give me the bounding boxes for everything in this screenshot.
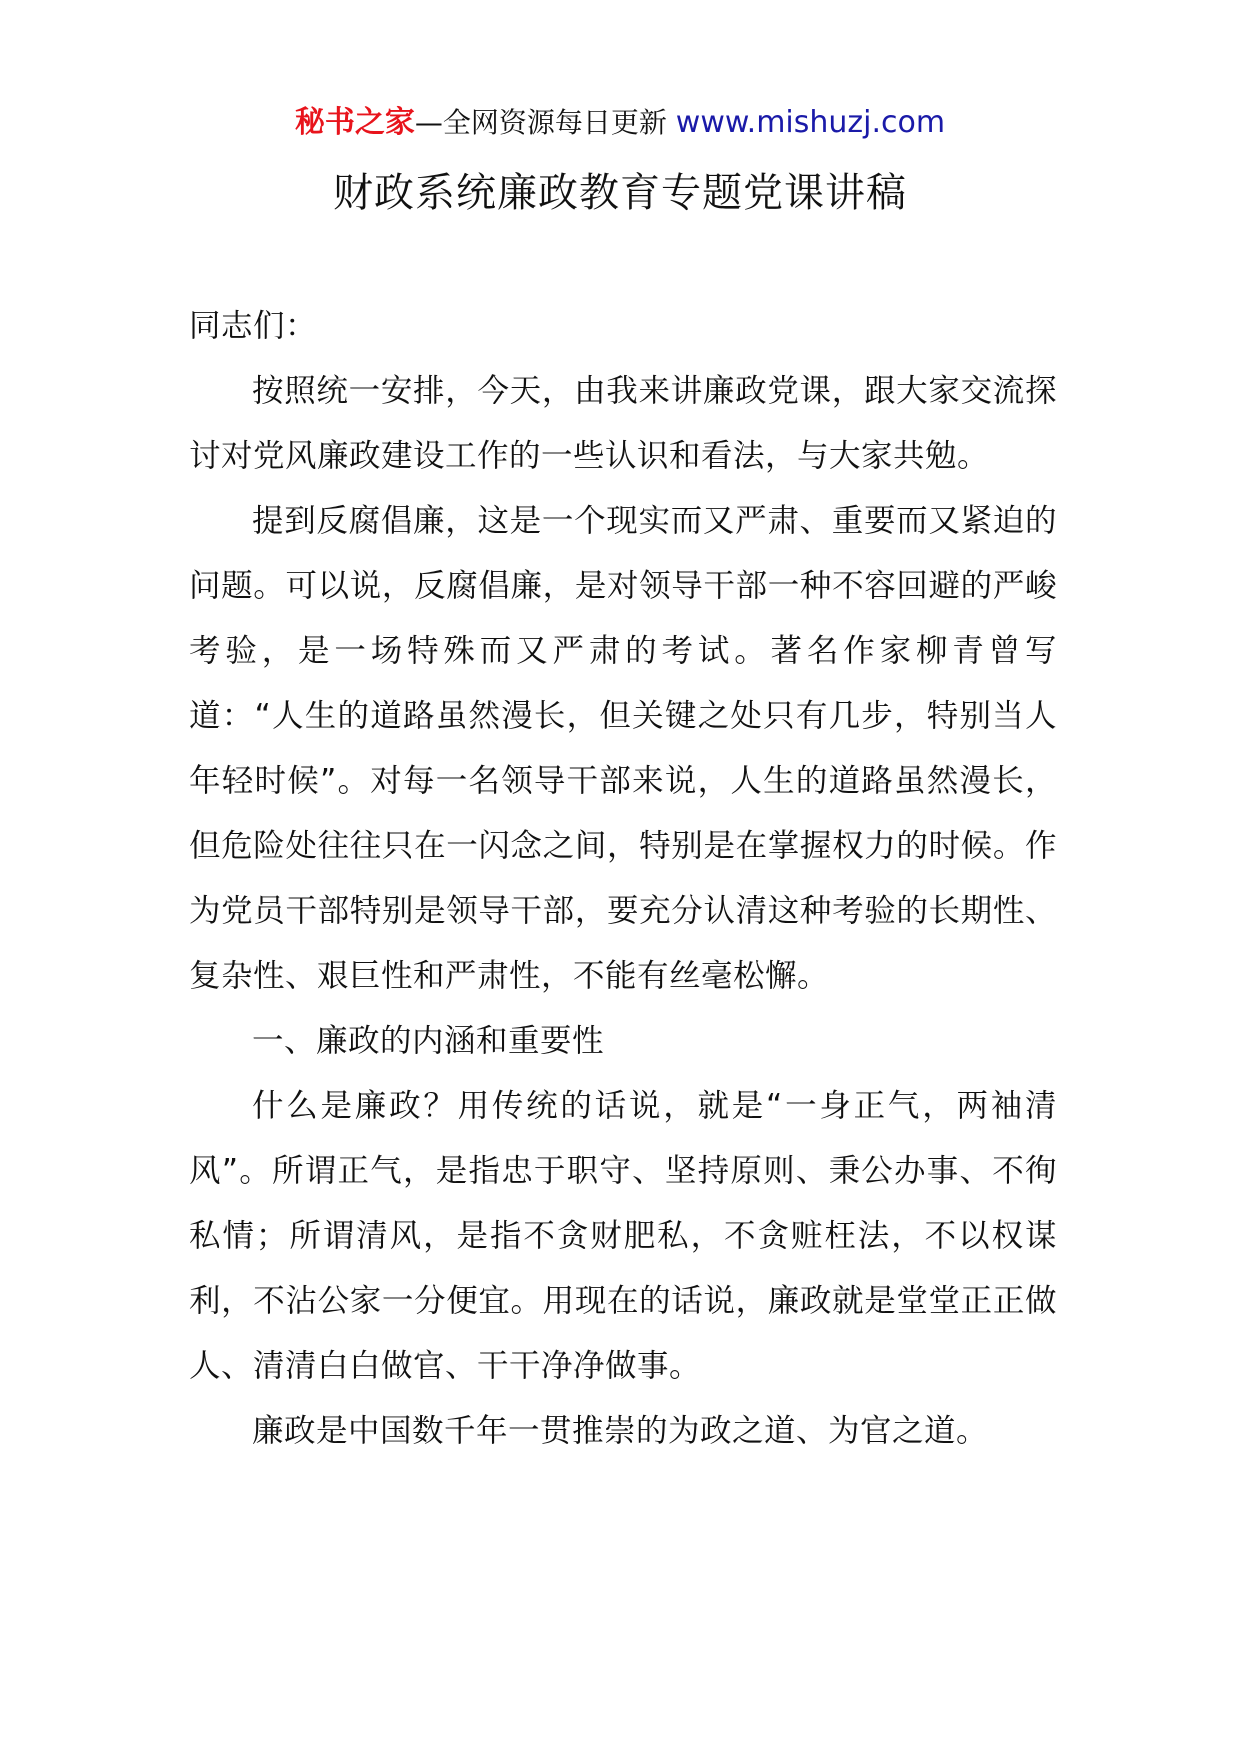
paragraph: 提到反腐倡廉，这是一个现实而又严肃、重要而又紧迫的问题。可以说，反腐倡廉，是对领导干部一种不容回避的严峻考验，是一场特殊而又严肃的考试。著名作家柳青曾写道：“人生的道路虽然漫长，但关键之处只有几步，特别当人年轻时候”。对每一名领导干部来说，人生的道路虽然漫长，但危险处往往只在一闪念之间，特别是在掌握权力的时候。作为党员干部特别是领导干部，要充分认清这种考验的长期性、复杂性、艰巨性和严肃性，不能有丝毫松懈。: [189, 503, 1057, 994]
site-banner: [0, 103, 1240, 143]
salutation: 同志们：: [189, 308, 318, 344]
section-heading: 一、廉政的内涵和重要性: [252, 1023, 605, 1059]
document-body: [189, 294, 1057, 1464]
paragraph: 什么是廉政？用传统的话说，就是“一身正气，两袖清风”。所谓正气，是指忠于职守、坚持原则、秉公办事、不徇私情；所谓清风，是指不贪财肥私，不贪赃枉法，不以权谋利，不沾公家一分便宜。用现在的话说，廉政就是堂堂正正做人、清清白白做官、干干净净做事。: [189, 1088, 1057, 1384]
brand-name: 秘书之家: [294, 105, 415, 140]
document-title: 财政系统廉政教育专题党课讲稿: [333, 170, 907, 216]
paragraph: 廉政是中国数千年一贯推崇的为政之道、为官之道。: [252, 1413, 989, 1449]
banner-slogan: —全网资源每日更新: [414, 106, 676, 139]
website-link[interactable]: www.mishuzj.com: [675, 105, 946, 140]
paragraph: 按照统一安排，今天，由我来讲廉政党课，跟大家交流探讨对党风廉政建设工作的一些认识和看法，与大家共勉。: [189, 373, 1057, 474]
